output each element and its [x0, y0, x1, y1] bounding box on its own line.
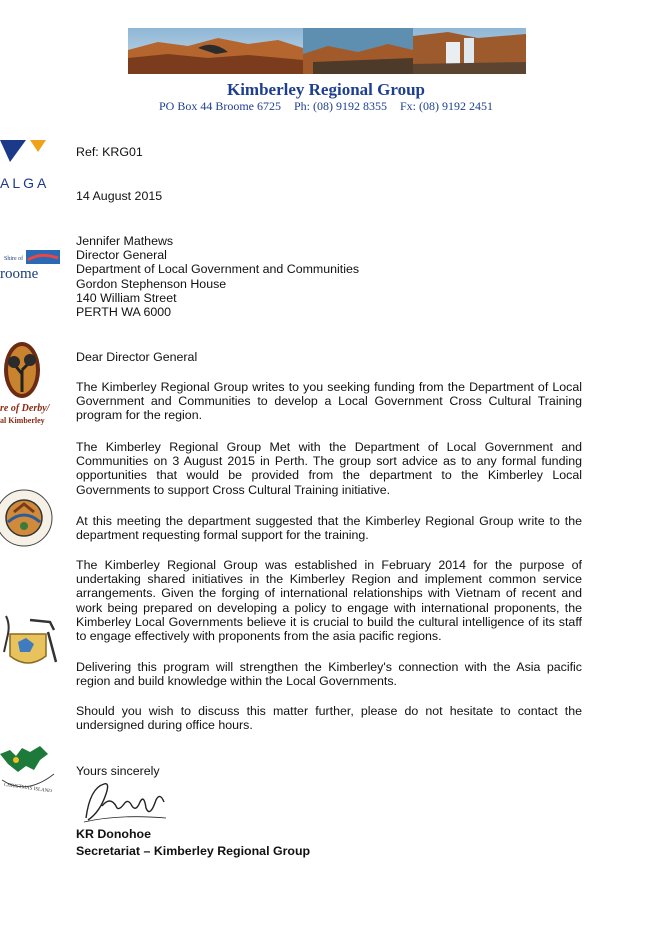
svg-text:re of Derby/: re of Derby/ [0, 403, 50, 414]
body-paragraph: At this meeting the department suggested that the Kimberley Regional Group write to the department requesting formal support for the training. [76, 514, 582, 543]
svg-text:ALGA: ALGA [0, 175, 50, 191]
body-paragraph: The Kimberley Regional Group writes to you seeking funding from the Department of Local Government and Communities to develop a Local Government Cross Cultural Training program for the region. [76, 380, 582, 423]
signatory-title: Secretariat – Kimberley Regional Group [76, 844, 311, 858]
address-line: Jennifer Mathews [76, 234, 174, 248]
reference: Ref: KRG01 [76, 145, 143, 159]
address-line: Director General [76, 248, 167, 263]
address-line: PERTH WA 6000 [76, 305, 172, 320]
body-paragraph: Should you wish to discuss this matter further, please do not hesitate to contact the undersigned during office hours. [76, 704, 582, 733]
halls-creek-logo [0, 488, 60, 555]
address-line: Department of Local Government and Communities [76, 262, 360, 277]
phone-number: Ph: (08) 9192 8355 [294, 99, 387, 113]
walga-logo [0, 134, 60, 199]
body-paragraph: The Kimberley Regional Group Met with the Department of Local Government and Communities on 3 August 2015 in Perth. The group sort advice as to any formal funding opportunities that would be provided from the department to the Kimberley Local Governments to support Cross Cultural Training initiative. [76, 440, 582, 497]
christmas-island-logo [0, 730, 62, 797]
svg-text:CHRISTMAS ISLAND: CHRISTMAS ISLAND [3, 782, 53, 792]
letter-date: 14 August 2015 [76, 189, 163, 203]
salutation: Dear Director General [76, 350, 198, 364]
recipient-address [76, 234, 582, 319]
banner-photo [128, 28, 526, 74]
po-box: PO Box 44 Broome 6725 [158, 99, 281, 113]
address-line: Gordon Stephenson House [76, 276, 227, 291]
address-line: 140 William Street [76, 290, 177, 305]
body-paragraph: Delivering this program will strengthen the Kimberley's connection with the Asia pacific region and build knowledge within the Local Governments. [76, 660, 582, 689]
signatory-name: KR Donohoe [76, 827, 152, 841]
svg-text:roome: roome [0, 266, 39, 282]
closing: Yours sincerely [76, 764, 160, 778]
derby-logo [0, 340, 62, 435]
svg-text:al Kimberley: al Kimberley [0, 416, 45, 425]
wyndham-logo [0, 612, 62, 679]
fax-number: Fx: (08) 9192 2451 [400, 99, 493, 113]
org-name: Kimberley Regional Group [226, 80, 425, 99]
handwritten-signature [80, 778, 170, 829]
body-paragraph: The Kimberley Regional Group was established in February 2014 for the purpose of undertaking shared initiatives in the Kimberley Region and implement common service arrangements. Given the forging of international relationships with Vietnam of recent and work being prepared on developing a policy to engage with international proponents, the Kimberley Local Governments believe it is crucial to build the cultural intelligence of its staff to engage effectively with proponents from the asia pacific regions. [76, 558, 582, 644]
org-contact [0, 99, 652, 114]
svg-text:Shire of: Shire of [4, 256, 24, 262]
broome-logo [0, 248, 62, 289]
